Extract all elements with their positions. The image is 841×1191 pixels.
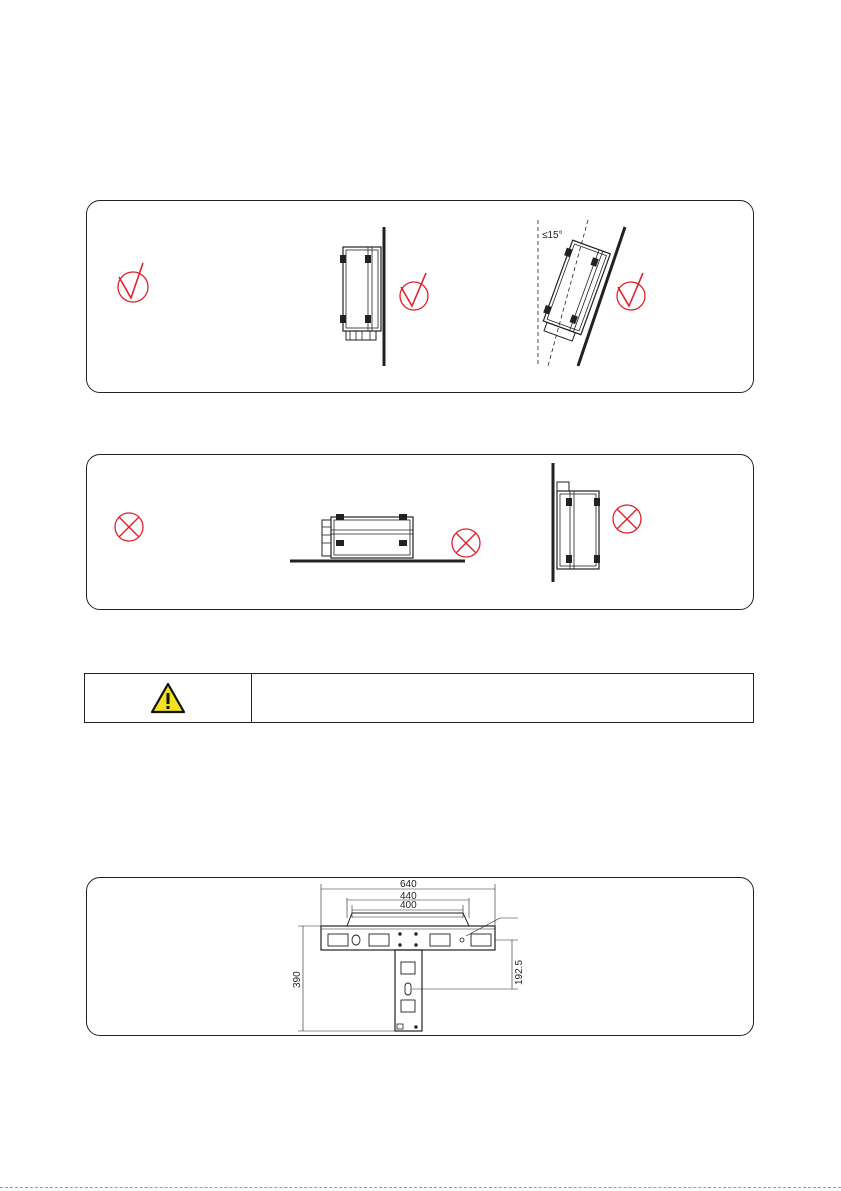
cross-mark-icon [613,505,641,533]
dimension-390-label: 390 [292,971,303,988]
caution-icon-cell [85,674,252,722]
dimension-400-label: 400 [400,900,417,911]
cross-mark-icon [115,513,143,541]
inverter-lying-flat-figure [290,514,465,561]
dimension-192-5-label: 192.5 [514,959,525,985]
inverter-upside-down-figure [553,463,600,582]
inverter-vertical-wall-figure [340,227,384,366]
check-mark-icon [617,273,645,310]
tilt-angle-label: ≤15° [542,230,563,241]
check-mark-icon [400,273,428,310]
cross-mark-icon [452,529,480,557]
caution-text [252,674,753,722]
inverter-tilted-wall-figure [537,220,625,366]
caution-box [84,673,754,723]
dimension-440-label: 440 [400,891,417,902]
page-bottom-border [0,1187,841,1188]
check-mark-icon [118,263,148,302]
dimension-640-label: 640 [400,879,417,890]
warning-triangle-icon [150,682,186,714]
